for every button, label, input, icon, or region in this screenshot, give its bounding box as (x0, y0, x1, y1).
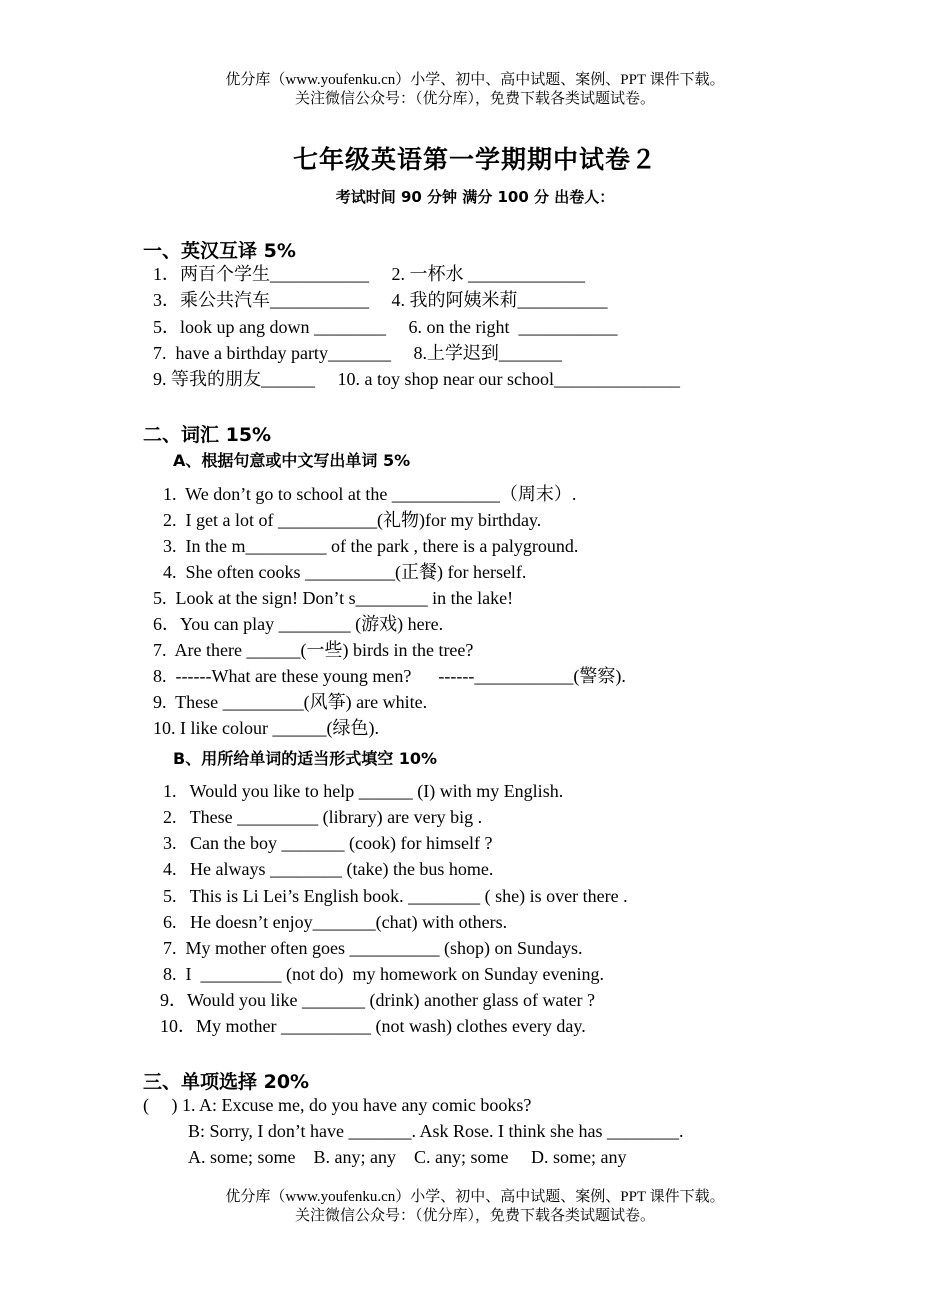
section1-row: 5．look up ang down ________ 6. on the right ___________ (153, 317, 618, 337)
partB-item: 1. Would you like to help ______ (I) with my English. (163, 781, 564, 801)
section1-heading: 一、英汉互译 5% (143, 240, 296, 262)
partB-item: 10．My mother __________ (not wash) clothes every day. (160, 1016, 586, 1036)
partA-item: 7. Are there ______(一些) birds in the tree? (153, 640, 474, 660)
section1-row: 9. 等我的朋友______ 10. a toy shop near our school______________ (153, 369, 680, 389)
section1-row: 7. have a birthday party_______ 8.上学迟到_______ (153, 343, 562, 363)
question1-options: A. some; some B. any; any C. any; some D. some; any (188, 1147, 627, 1167)
partA-item: 4. She often cooks __________(正餐) for herself. (163, 562, 527, 582)
page-header-line2: 关注微信公众号：（优分库），免费下载各类试题试卷。 (294, 91, 655, 107)
partB-item: 4. He always ________ (take) the bus home. (163, 859, 494, 879)
page-footer-line1: 优分库（www.youfenku.cn）小学、初中、高中试题、案例、PPT 课件下载。 (225, 1189, 725, 1205)
page-footer-line2: 关注微信公众号：（优分库），免费下载各类试题试卷。 (294, 1208, 655, 1224)
section1-row: 1．两百个学生___________ 2. 一杯水 _____________ (153, 264, 585, 284)
partB-item: 7. My mother often goes __________ (shop) on Sundays. (163, 938, 583, 958)
section2-heading: 二、词汇 15% (143, 424, 272, 446)
exam-title: 七年级英语第一学期期中试卷２ (292, 145, 657, 174)
page-header-line1: 优分库（www.youfenku.cn）小学、初中、高中试题、案例、PPT 课件下载。 (225, 72, 725, 88)
question1-stem: ( ) 1. A: Excuse me, do you have any comic books? (143, 1095, 532, 1115)
section3-heading: 三、单项选择 20% (143, 1071, 310, 1093)
partA-item: 6．You can play ________ (游戏) here. (153, 614, 444, 634)
partA-item: 2. I get a lot of ___________(礼物)for my birthday. (163, 510, 542, 530)
exam-subtitle: 考试时间 90 分钟 满分 100 分 出卷人： (335, 188, 615, 206)
partA-item: 8. ------What are these young men? ------___________(警察). (153, 666, 626, 686)
question1-line2: B: Sorry, I don’t have _______. Ask Rose. I think she has ________. (188, 1121, 684, 1141)
partA-item: 10. I like colour ______(绿色). (153, 718, 379, 738)
partB-item: 8. I _________ (not do) my homework on Sunday evening. (163, 964, 604, 984)
partB-item: 9．Would you like _______ (drink) another glass of water ? (160, 990, 595, 1010)
section2-partB-heading: B、用所给单词的适当形式填空 10% (173, 749, 438, 768)
partA-item: 5. Look at the sign! Don’t s________ in the lake! (153, 588, 514, 608)
section1-row: 3．乘公共汽车___________ 4. 我的阿姨米莉__________ (153, 290, 608, 310)
partB-item: 6. He doesn’t enjoy_______(chat) with others. (163, 912, 508, 932)
partA-item: 9. These _________(风筝) are white. (153, 692, 428, 712)
partB-item: 2. These _________ (library) are very big . (163, 807, 483, 827)
partB-item: 3. Can the boy _______ (cook) for himself ? (163, 833, 493, 853)
partB-item: 5. This is Li Lei’s English book. ________ ( she) is over there . (163, 886, 628, 906)
partA-item: 3. In the m_________ of the park , there is a palyground. (163, 536, 579, 556)
section2-partA-heading: A、根据句意或中文写出单词 5% (173, 451, 411, 470)
partA-item: 1. We don’t go to school at the ____________（周末）. (163, 484, 577, 504)
